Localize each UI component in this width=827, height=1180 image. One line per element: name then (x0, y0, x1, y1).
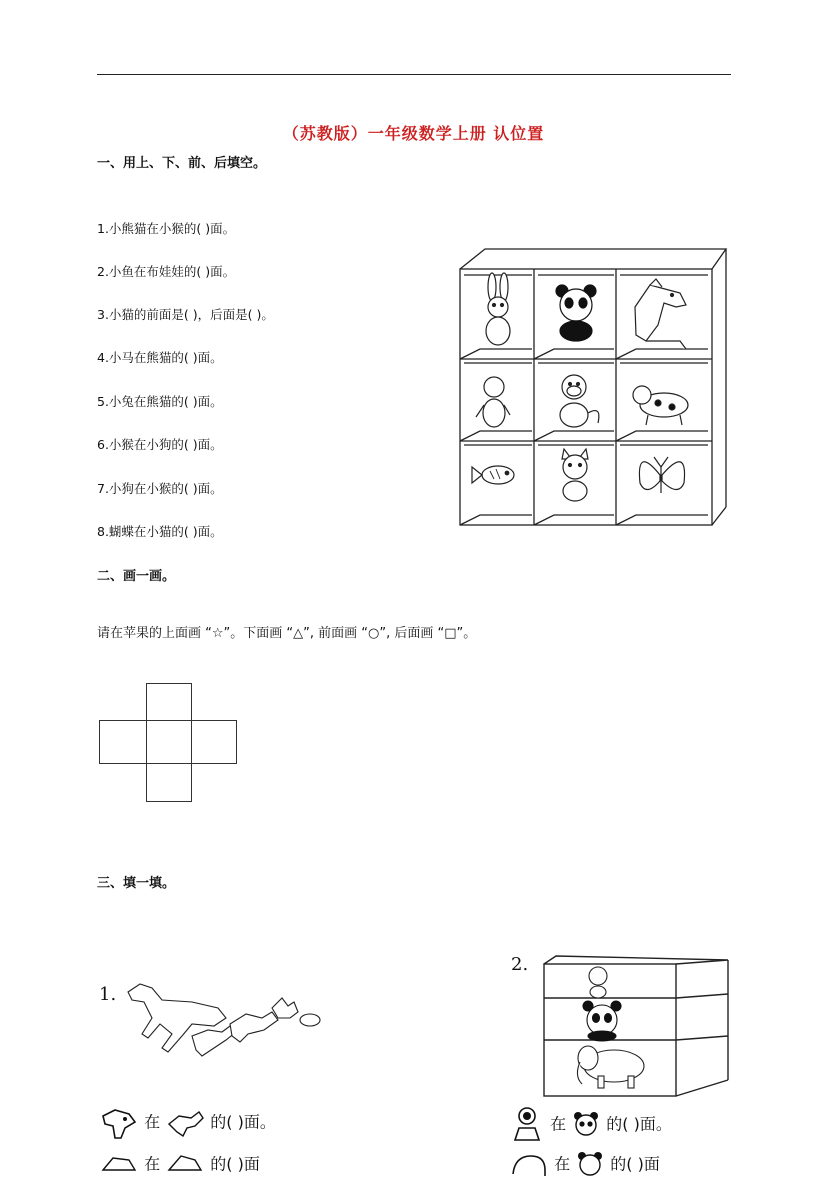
item1-line-1-end: 的( )面。 (210, 1112, 276, 1132)
question-1: 1.小熊猫在小猴的( )面。 (97, 221, 236, 236)
item2-line-1-mid: 在 (550, 1114, 567, 1134)
grid-top-cell[interactable] (146, 683, 192, 721)
race-dog-icon (230, 1012, 278, 1042)
small-panda-icon-2 (575, 1150, 605, 1180)
question-6: 6.小猴在小狗的( )面。 (97, 437, 223, 452)
cabinet-panda-icon (583, 1001, 621, 1041)
race-goat-icon (192, 1026, 236, 1056)
top-rule (97, 74, 731, 75)
grid-left-cell[interactable] (99, 720, 147, 764)
horse-icon (635, 279, 686, 349)
question-4: 4.小马在熊猫的( )面。 (97, 350, 223, 365)
doll-icon (476, 377, 510, 427)
question-8: 8.蝴蝶在小猫的( )面。 (97, 524, 223, 539)
animal-race-illustration (122, 978, 322, 1068)
grid-bottom-cell[interactable] (146, 763, 192, 802)
item2-number: 2. (511, 954, 529, 975)
elephant-icon (509, 1150, 549, 1180)
rabbit-icon (486, 273, 510, 345)
monkey-icon (560, 375, 599, 427)
cabinet-illustration (538, 950, 733, 1100)
race-turtle-icon (300, 1014, 320, 1026)
item2-line-1-end: 的( )面。 (606, 1114, 672, 1134)
goat-head-icon (99, 1106, 139, 1140)
race-rabbit-icon (272, 998, 298, 1018)
drawing-prompt: 请在苹果的上面画 “☆”。下面画 “△”, 前面画 “○”, 后面画 “□”。 (97, 626, 477, 641)
butterfly-icon (639, 457, 684, 493)
item2-line-1 (509, 1106, 672, 1144)
monkey-figure-icon (509, 1106, 545, 1144)
question-7: 7.小狗在小猴的( )面。 (97, 481, 223, 496)
page-title: （苏教版）一年级数学上册 认位置 (282, 124, 545, 143)
dog-icon (633, 386, 688, 425)
item2-line-2 (509, 1150, 660, 1180)
section3-heading: 三、填一填。 (97, 876, 176, 891)
cabinet-elephant-icon (577, 1046, 644, 1088)
section2-heading: 二、画一画。 (97, 569, 176, 584)
item2-line-2-mid: 在 (554, 1154, 571, 1174)
question-2: 2.小鱼在布娃娃的( )面。 (97, 264, 236, 279)
panda-icon (556, 285, 596, 341)
item1-line-1-mid: 在 (144, 1112, 161, 1132)
item1-number: 1. (99, 984, 117, 1005)
item1-line-1 (99, 1106, 276, 1140)
cat-icon (562, 449, 588, 501)
grid-right-cell[interactable] (191, 720, 237, 764)
fish-icon (472, 466, 514, 484)
section1-heading: 一、用上、下、前、后填空。 (97, 156, 267, 171)
item2-line-2-end: 的( )面 (610, 1154, 660, 1174)
small-panda-icon (571, 1110, 601, 1140)
item1-line-2 (99, 1150, 260, 1180)
item1-line-2-end: 的( )面 (210, 1154, 260, 1174)
grid-center-cell (146, 720, 192, 764)
rabbit-head-icon (99, 1150, 139, 1180)
question-5: 5.小兔在熊猫的( )面。 (97, 394, 223, 409)
running-dog-icon (165, 1108, 205, 1138)
cabinet-monkey-icon (589, 967, 607, 998)
item1-line-2-mid: 在 (144, 1154, 161, 1174)
question-3: 3.小猫的前面是( )，后面是( )。 (97, 307, 274, 322)
horse-head-icon (165, 1150, 205, 1180)
animal-shelf-illustration (450, 245, 732, 535)
